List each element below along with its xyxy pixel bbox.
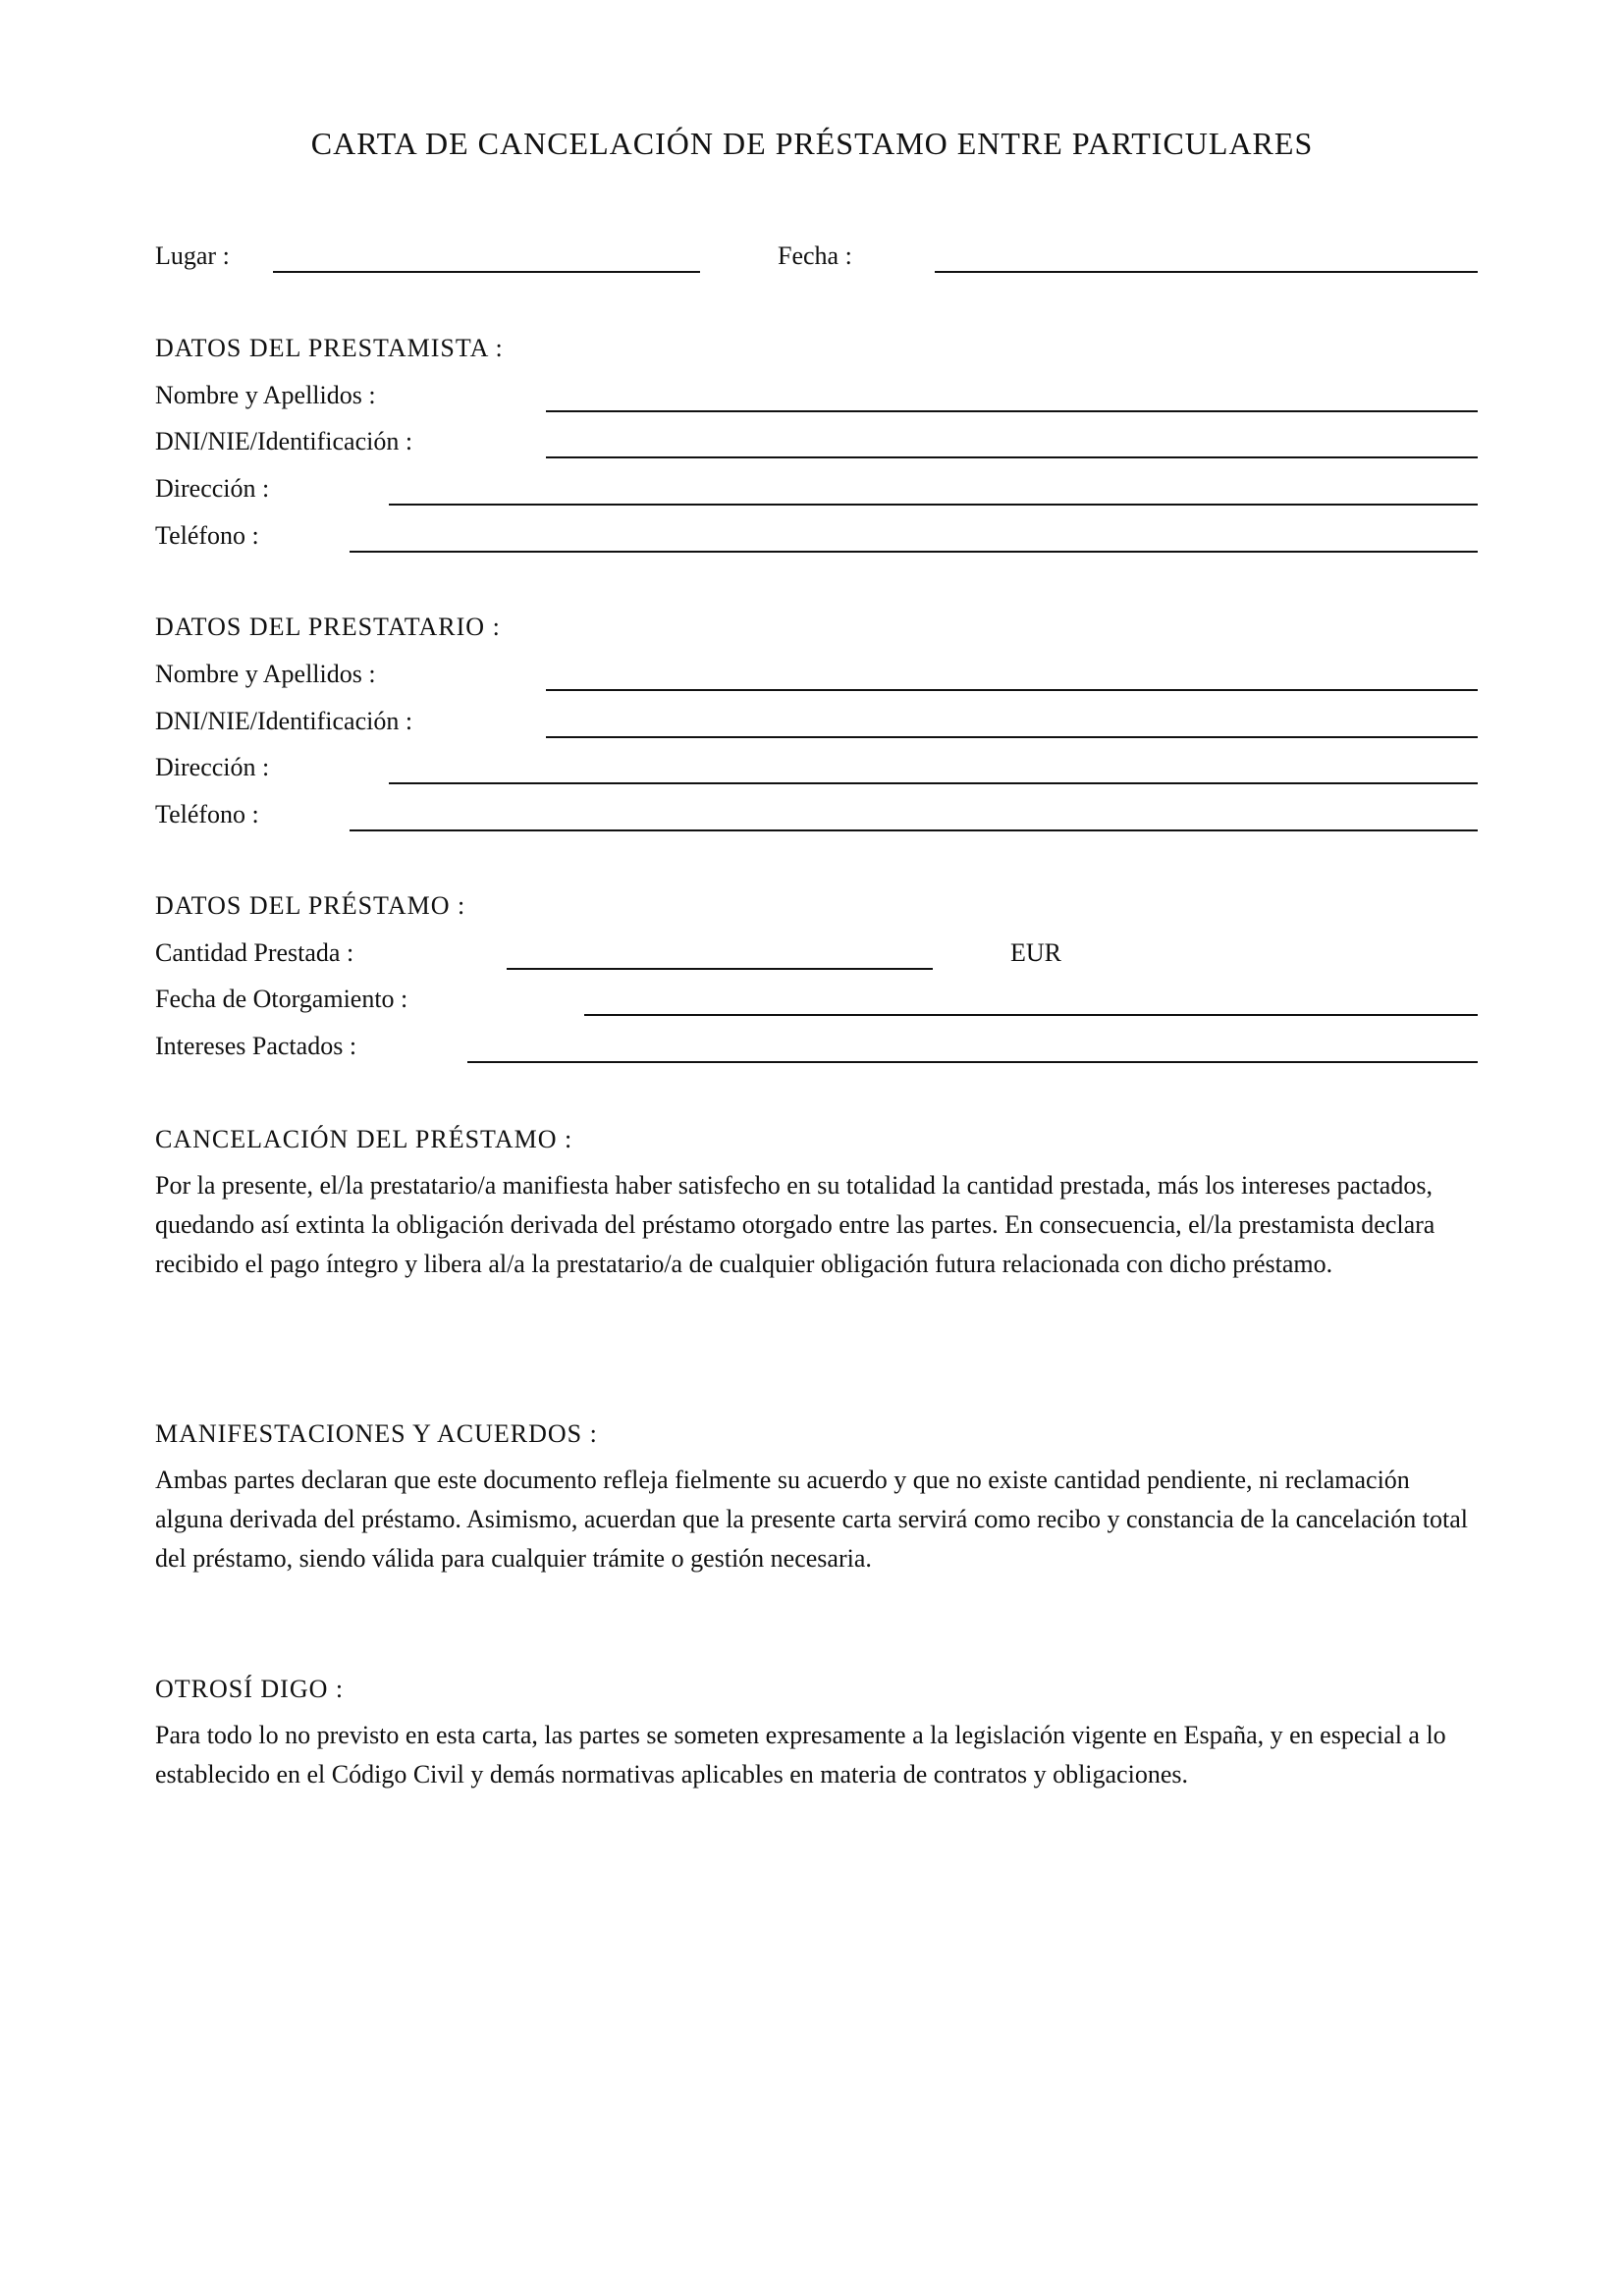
prestamo-heading: DATOS DEL PRÉSTAMO : [155, 891, 466, 920]
currency-label: EUR [1010, 938, 1061, 967]
prestamista-telefono-label: Teléfono : [155, 521, 259, 550]
cantidad-label: Cantidad Prestada : [155, 938, 354, 967]
prestamista-dni-label: DNI/NIE/Identificación : [155, 427, 413, 455]
prestatario-telefono-label: Teléfono : [155, 800, 259, 828]
manifestaciones-heading: MANIFESTACIONES Y ACUERDOS : [155, 1419, 598, 1448]
prestatario-nombre-field[interactable] [546, 689, 1478, 691]
prestatario-telefono-field[interactable] [350, 829, 1478, 831]
prestamista-telefono-field[interactable] [350, 551, 1478, 553]
prestatario-nombre-label: Nombre y Apellidos : [155, 660, 376, 688]
intereses-label: Intereses Pactados : [155, 1032, 357, 1060]
prestatario-heading: DATOS DEL PRESTATARIO : [155, 613, 501, 641]
prestamista-direccion-label: Dirección : [155, 474, 270, 503]
intereses-field[interactable] [467, 1061, 1478, 1063]
prestamista-heading: DATOS DEL PRESTAMISTA : [155, 334, 504, 362]
prestamista-dni-field[interactable] [546, 456, 1478, 458]
otrosi-text: Para todo lo no previsto en esta carta, las partes se someten expresamente a la legislación vigente en España, y en especial a lo establecido en el Código Civil y demás normativas aplicables en materia de contratos y obligaciones. [155, 1721, 1446, 1789]
lugar-field[interactable] [273, 271, 700, 273]
fecha-otorgamiento-field[interactable] [584, 1014, 1478, 1016]
manifestaciones-text: Ambas partes declaran que este documento refleja fielmente su acuerdo y que no existe cantidad pendiente, ni reclamación alguna derivada del préstamo. Asimismo, acuerdan que la presente carta servirá como recibo y constancia de la cancelación total del préstamo, siendo válida para cualquier trámite o gestión necesaria. [155, 1466, 1468, 1573]
prestatario-direccion-field[interactable] [389, 782, 1478, 784]
fecha-field[interactable] [935, 271, 1478, 273]
cantidad-field[interactable] [507, 968, 933, 970]
lugar-label: Lugar : [155, 241, 230, 270]
prestatario-direccion-label: Dirección : [155, 753, 270, 781]
prestatario-dni-field[interactable] [546, 736, 1478, 738]
fecha-label: Fecha : [778, 241, 852, 270]
prestamista-direccion-field[interactable] [389, 504, 1478, 506]
prestatario-dni-label: DNI/NIE/Identificación : [155, 707, 413, 735]
cancelacion-text: Por la presente, el/la prestatario/a manifiesta haber satisfecho en su totalidad la cantidad prestada, más los intereses pactados, quedando así extinta la obligación derivada del préstamo otorgado entre las partes. En consecuencia, el/la prestamista declara recibido el pago íntegro y libera al/a la prestatario/a de cualquier obligación futura relacionada con dicho préstamo. [155, 1171, 1435, 1278]
document-title: CARTA DE CANCELACIÓN DE PRÉSTAMO ENTRE PARTICULARES [310, 126, 1314, 161]
otrosi-heading: OTROSÍ DIGO : [155, 1675, 345, 1703]
prestamista-nombre-label: Nombre y Apellidos : [155, 381, 376, 409]
prestamista-nombre-field[interactable] [546, 410, 1478, 412]
fecha-otorgamiento-label: Fecha de Otorgamiento : [155, 985, 408, 1013]
cancelacion-heading: CANCELACIÓN DEL PRÉSTAMO : [155, 1125, 573, 1153]
